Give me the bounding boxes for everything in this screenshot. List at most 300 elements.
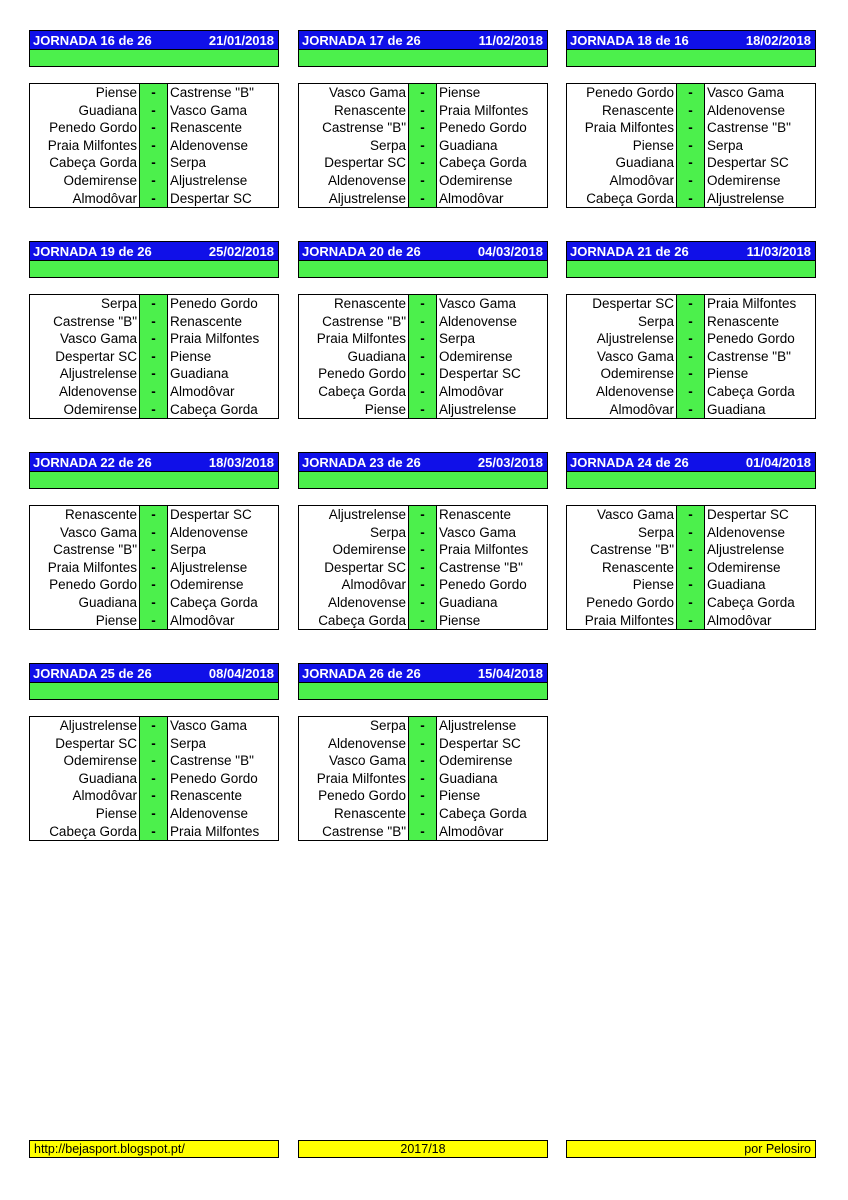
home-team: Vasco Gama [299,752,409,770]
round-block [298,452,548,630]
match-separator: - [140,365,168,383]
away-team: Guadiana [439,770,498,786]
round-title: JORNADA 25 de 26 [33,665,152,681]
home-team: Aldenovense [299,172,409,190]
match-row [30,84,278,102]
footer-season-text: 2017/18 [400,1142,446,1156]
home-team: Castrense "B" [299,313,409,331]
match-separator: - [677,594,705,612]
round-block [29,30,279,208]
home-team: Castrense "B" [30,313,140,331]
away-team: Almodôvar [707,612,772,628]
round-block [29,241,279,419]
away-team: Cabeça Gorda [707,594,795,610]
away-team: Cabeça Gorda [439,805,527,821]
match-separator: - [140,823,168,841]
home-team: Aljustrelense [299,506,409,524]
match-separator: - [677,190,705,208]
away-team: Almodôvar [439,383,504,399]
home-team: Penedo Gordo [567,84,677,102]
home-team: Renascente [567,102,677,120]
away-team: Aldenovense [707,102,786,118]
away-team: Penedo Gordo [170,296,258,311]
away-team: Odemirense [439,348,513,364]
round-green-bar [29,683,279,700]
match-row [299,506,547,524]
round-header [29,30,279,50]
away-team: Aljustrelense [439,401,517,417]
home-team: Renascente [299,805,409,823]
round-title: JORNADA 23 de 26 [302,454,421,470]
match-row [30,383,278,401]
match-separator: - [409,330,437,348]
match-separator: - [409,137,437,155]
round-date: 11/03/2018 [746,243,811,259]
match-separator: - [140,524,168,542]
home-team: Odemirense [30,401,140,419]
round-title: JORNADA 16 de 26 [33,32,152,48]
match-separator: - [140,330,168,348]
match-separator: - [409,313,437,331]
match-separator: - [677,401,705,419]
match-list [29,716,279,841]
match-row [30,506,278,524]
round-date: 01/04/2018 [745,454,811,470]
away-team: Renascente [439,507,512,522]
away-team: Despertar SC [707,507,789,522]
match-separator: - [409,119,437,137]
away-team: Odemirense [707,559,781,575]
away-team: Serpa [439,331,476,347]
round-title: JORNADA 19 de 26 [33,243,152,259]
home-team: Aljustrelense [299,190,409,208]
match-separator: - [677,524,705,542]
away-team: Piense [170,348,212,364]
away-team: Despertar SC [439,366,521,382]
round-block [566,452,816,630]
match-list [298,294,548,419]
match-separator: - [409,172,437,190]
match-row [299,717,547,735]
match-row [299,348,547,366]
away-team: Almodôvar [170,612,235,628]
match-separator: - [677,541,705,559]
match-row [30,401,278,419]
away-team: Piense [707,366,749,382]
match-row [299,119,547,137]
match-separator: - [677,383,705,401]
away-team: Praia Milfontes [170,823,260,839]
home-team: Odemirense [30,752,140,770]
match-separator: - [409,524,437,542]
match-row [567,594,815,612]
match-row [299,172,547,190]
match-row [30,594,278,612]
match-separator: - [677,154,705,172]
away-team: Aldenovense [170,805,249,821]
match-row [567,612,815,630]
round-block [29,452,279,630]
away-team: Cabeça Gorda [707,383,795,399]
away-team: Cabeça Gorda [439,155,527,171]
match-row [299,576,547,594]
round-title: JORNADA 17 de 26 [302,32,421,48]
away-team: Serpa [170,155,207,171]
home-team: Piense [30,805,140,823]
footer-season [298,1140,548,1158]
match-separator: - [677,313,705,331]
away-team: Almodôvar [170,383,235,399]
away-team: Castrense "B" [170,85,254,100]
match-separator: - [409,823,437,841]
match-list [566,505,816,630]
home-team: Piense [299,401,409,419]
match-row [299,383,547,401]
home-team: Cabeça Gorda [30,823,140,841]
round-title: JORNADA 22 de 26 [33,454,152,470]
match-separator: - [677,348,705,366]
match-separator: - [409,612,437,630]
away-team: Guadiana [707,577,766,593]
match-separator: - [140,84,168,102]
home-team: Aldenovense [567,383,677,401]
away-team: Praia Milfontes [170,331,260,347]
round-header [566,30,816,50]
away-team: Vasco Gama [439,296,517,311]
away-team: Castrense "B" [707,120,791,136]
away-team: Cabeça Gorda [170,401,258,417]
home-team: Praia Milfontes [299,330,409,348]
match-separator: - [677,137,705,155]
away-team: Piense [439,788,481,804]
away-team: Despertar SC [707,155,789,171]
footer-author [566,1140,816,1158]
away-team: Renascente [707,313,780,329]
match-separator: - [140,541,168,559]
home-team: Vasco Gama [567,506,677,524]
round-green-bar [298,472,548,489]
match-row [30,805,278,823]
round-header [29,452,279,472]
match-row [30,348,278,366]
match-row [299,330,547,348]
home-team: Penedo Gordo [299,787,409,805]
match-separator: - [409,541,437,559]
match-row [30,559,278,577]
round-green-bar [298,683,548,700]
match-separator: - [140,383,168,401]
match-separator: - [677,365,705,383]
match-separator: - [409,102,437,120]
match-separator: - [677,119,705,137]
round-green-bar [566,261,816,278]
away-team: Praia Milfontes [439,542,529,558]
match-row [567,506,815,524]
match-row [299,612,547,630]
match-separator: - [677,84,705,102]
round-header [298,663,548,683]
home-team: Serpa [299,137,409,155]
match-separator: - [677,506,705,524]
round-header [29,663,279,683]
match-list [29,294,279,419]
match-list [566,294,816,419]
match-row [30,576,278,594]
match-row [567,541,815,559]
match-separator: - [140,119,168,137]
round-date: 04/03/2018 [477,243,543,259]
match-row [30,612,278,630]
home-team: Aldenovense [30,383,140,401]
match-separator: - [140,295,168,313]
match-separator: - [140,612,168,630]
match-row [567,365,815,383]
away-team: Aldenovense [707,524,786,540]
away-team: Serpa [170,542,207,558]
match-list [298,505,548,630]
match-row [567,348,815,366]
match-row [30,137,278,155]
round-title: JORNADA 18 de 16 [570,32,689,48]
away-team: Praia Milfontes [439,102,529,118]
away-team: Renascente [170,313,243,329]
match-row [567,137,815,155]
away-team: Aljustrelense [707,542,785,558]
match-row [567,154,815,172]
round-block [29,663,279,841]
match-separator: - [140,172,168,190]
match-separator: - [140,401,168,419]
home-team: Piense [567,137,677,155]
home-team: Vasco Gama [30,330,140,348]
round-green-bar [298,50,548,67]
match-row [30,541,278,559]
home-team: Despertar SC [299,559,409,577]
match-separator: - [409,770,437,788]
match-separator: - [140,752,168,770]
match-row [30,770,278,788]
home-team: Guadiana [567,154,677,172]
match-separator: - [140,154,168,172]
match-separator: - [409,594,437,612]
home-team: Vasco Gama [567,348,677,366]
round-date: 18/03/2018 [208,454,274,470]
home-team: Serpa [299,717,409,735]
home-team: Despertar SC [30,735,140,753]
home-team: Odemirense [567,365,677,383]
match-row [299,365,547,383]
match-separator: - [140,805,168,823]
home-team: Serpa [30,295,140,313]
match-separator: - [409,401,437,419]
match-row [567,576,815,594]
match-row [30,524,278,542]
away-team: Vasco Gama [439,524,517,540]
home-team: Cabeça Gorda [30,154,140,172]
match-row [299,805,547,823]
away-team: Aldenovense [170,137,249,153]
match-row [299,823,547,841]
round-green-bar [29,50,279,67]
away-team: Aljustrelense [170,172,248,188]
away-team: Aljustrelense [170,559,248,575]
round-green-bar [298,261,548,278]
round-header [566,452,816,472]
match-row [567,383,815,401]
away-team: Despertar SC [170,190,252,206]
home-team: Almodôvar [567,401,677,419]
match-separator: - [409,506,437,524]
home-team: Almodôvar [567,172,677,190]
home-team: Serpa [567,313,677,331]
match-row [30,823,278,841]
match-row [30,330,278,348]
round-green-bar [29,472,279,489]
match-row [299,401,547,419]
footer-link-text[interactable]: http://bejasport.blogspot.pt/ [34,1142,185,1156]
away-team: Castrense "B" [707,348,791,364]
away-team: Odemirense [170,577,244,593]
match-separator: - [409,84,437,102]
home-team: Praia Milfontes [567,119,677,137]
round-block [566,30,816,208]
match-row [299,295,547,313]
round-green-bar [566,472,816,489]
match-separator: - [409,365,437,383]
away-team: Penedo Gordo [439,120,527,136]
match-separator: - [677,576,705,594]
match-separator: - [140,735,168,753]
round-title: JORNADA 20 de 26 [302,243,421,259]
footer-link[interactable] [29,1140,279,1158]
match-row [30,119,278,137]
home-team: Despertar SC [30,348,140,366]
away-team: Vasco Gama [707,85,785,100]
home-team: Guadiana [30,594,140,612]
match-separator: - [409,576,437,594]
home-team: Castrense "B" [30,541,140,559]
away-team: Odemirense [439,753,513,769]
footer-author-text: por Pelosiro [744,1142,811,1156]
away-team: Aljustrelense [707,190,785,206]
home-team: Aldenovense [299,735,409,753]
match-list [566,83,816,208]
home-team: Penedo Gordo [30,576,140,594]
away-team: Vasco Gama [170,718,248,733]
match-separator: - [677,612,705,630]
away-team: Renascente [170,788,243,804]
home-team: Renascente [299,295,409,313]
away-team: Aldenovense [439,313,518,329]
home-team: Piense [567,576,677,594]
home-team: Castrense "B" [299,823,409,841]
away-team: Guadiana [707,401,766,417]
match-row [30,735,278,753]
home-team: Cabeça Gorda [299,612,409,630]
home-team: Renascente [299,102,409,120]
match-separator: - [140,770,168,788]
away-team: Praia Milfontes [707,296,797,311]
home-team: Piense [30,84,140,102]
match-separator: - [140,102,168,120]
match-separator: - [677,330,705,348]
match-row [30,190,278,208]
round-header [298,241,548,261]
match-row [299,313,547,331]
round-header [566,241,816,261]
home-team: Piense [30,612,140,630]
away-team: Castrense "B" [439,559,523,575]
away-team: Almodôvar [439,190,504,206]
away-team: Serpa [707,137,744,153]
match-separator: - [140,717,168,735]
round-block [298,30,548,208]
round-title: JORNADA 26 de 26 [302,665,421,681]
match-separator: - [140,348,168,366]
match-row [30,313,278,331]
away-team: Piense [439,612,481,628]
match-separator: - [409,348,437,366]
home-team: Aljustrelense [30,717,140,735]
match-row [567,190,815,208]
match-separator: - [677,172,705,190]
match-row [567,84,815,102]
home-team: Despertar SC [299,154,409,172]
round-title: JORNADA 24 de 26 [570,454,689,470]
home-team: Penedo Gordo [30,119,140,137]
match-row [567,401,815,419]
away-team: Castrense "B" [170,753,254,769]
home-team: Serpa [567,524,677,542]
round-date: 25/02/2018 [208,243,274,259]
match-row [567,172,815,190]
away-team: Penedo Gordo [707,331,795,347]
home-team: Praia Milfontes [30,559,140,577]
away-team: Renascente [170,120,243,136]
round-title: JORNADA 21 de 26 [570,243,689,259]
match-separator: - [140,313,168,331]
home-team: Praia Milfontes [299,770,409,788]
match-row [299,735,547,753]
home-team: Guadiana [30,102,140,120]
away-team: Guadiana [439,137,498,153]
match-row [299,752,547,770]
away-team: Aljustrelense [439,718,517,733]
away-team: Vasco Gama [170,102,248,118]
home-team: Odemirense [30,172,140,190]
round-block [298,241,548,419]
match-row [299,154,547,172]
home-team: Renascente [567,559,677,577]
match-separator: - [409,787,437,805]
home-team: Aldenovense [299,594,409,612]
home-team: Vasco Gama [299,84,409,102]
match-row [299,190,547,208]
match-separator: - [140,506,168,524]
match-row [299,787,547,805]
round-date: 25/03/2018 [477,454,543,470]
match-row [30,365,278,383]
home-team: Penedo Gordo [299,365,409,383]
away-team: Piense [439,85,481,100]
home-team: Cabeça Gorda [299,383,409,401]
round-header [298,452,548,472]
away-team: Guadiana [439,594,498,610]
home-team: Praia Milfontes [567,612,677,630]
match-separator: - [677,102,705,120]
away-team: Penedo Gordo [170,770,258,786]
away-team: Aldenovense [170,524,249,540]
